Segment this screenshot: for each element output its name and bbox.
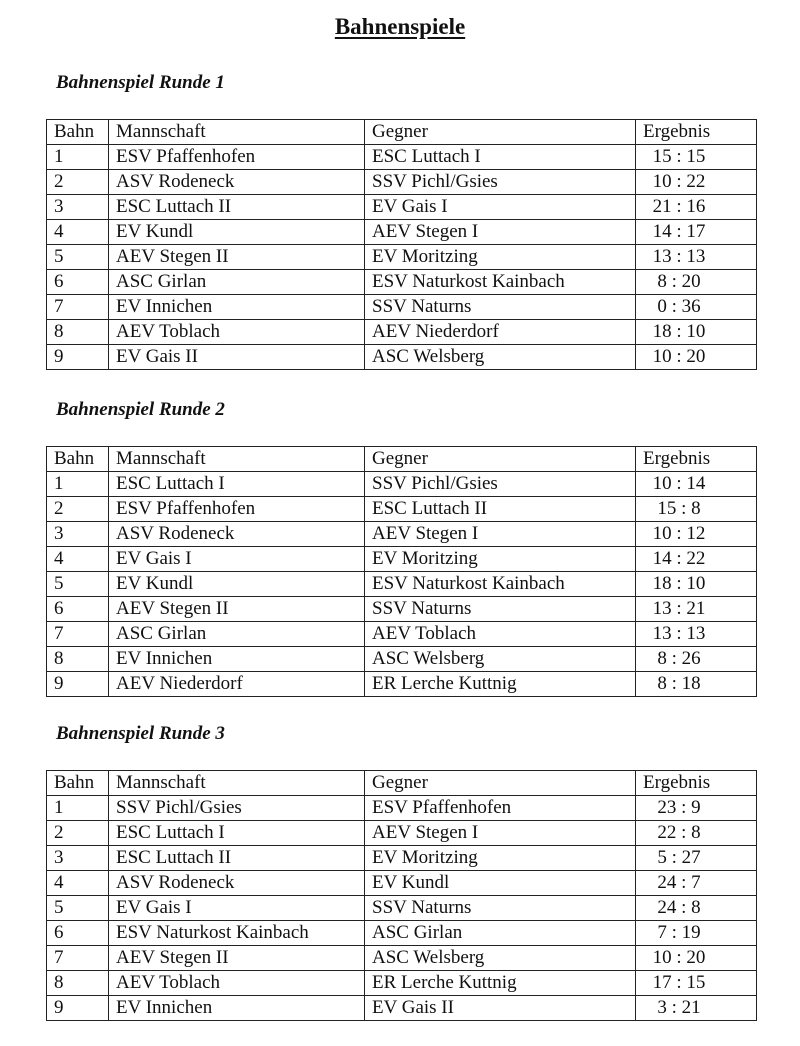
result-cell <box>636 170 757 195</box>
result-value: 23 : 9 <box>657 797 701 818</box>
opponent-cell: ASC Girlan <box>365 921 636 946</box>
result-cell <box>636 647 757 672</box>
table-row <box>47 946 757 971</box>
lane-cell: 1 <box>47 472 109 497</box>
lane-cell: 7 <box>47 622 109 647</box>
result-value: 18 : 10 <box>652 321 706 342</box>
round-2-heading: Bahnenspiel Runde 2 <box>56 399 225 420</box>
result-value: 8 : 20 <box>657 271 701 292</box>
opponent-cell: AEV Toblach <box>365 622 636 647</box>
result-value: 18 : 10 <box>652 573 706 594</box>
result-cell <box>636 796 757 821</box>
table-row <box>47 145 757 170</box>
team-cell: ASC Girlan <box>109 270 365 295</box>
column-header-opponent: Gegner <box>365 447 636 472</box>
lane-cell: 9 <box>47 996 109 1021</box>
lane-cell: 4 <box>47 547 109 572</box>
lane-cell: 3 <box>47 846 109 871</box>
result-value: 13 : 21 <box>652 598 706 619</box>
result-value: 8 : 26 <box>657 648 701 669</box>
opponent-cell: ASC Welsberg <box>365 946 636 971</box>
result-cell <box>636 145 757 170</box>
opponent-cell: ESV Naturkost Kainbach <box>365 572 636 597</box>
lane-cell: 5 <box>47 896 109 921</box>
lane-cell: 8 <box>47 647 109 672</box>
result-cell <box>636 921 757 946</box>
result-value: 5 : 27 <box>657 847 701 868</box>
column-header-team: Mannschaft <box>109 447 365 472</box>
result-cell <box>636 996 757 1021</box>
result-cell <box>636 572 757 597</box>
column-header-opponent: Gegner <box>365 771 636 796</box>
opponent-cell: EV Moritzing <box>365 846 636 871</box>
table-row <box>47 220 757 245</box>
opponent-cell: ESC Luttach I <box>365 145 636 170</box>
result-value: 17 : 15 <box>652 972 706 993</box>
table-row <box>47 921 757 946</box>
team-cell: ASV Rodeneck <box>109 170 365 195</box>
result-value: 0 : 36 <box>657 296 701 317</box>
lane-cell: 8 <box>47 971 109 996</box>
result-value: 21 : 16 <box>652 196 706 217</box>
table-row <box>47 871 757 896</box>
result-value: 13 : 13 <box>652 623 706 644</box>
opponent-cell: ASC Welsberg <box>365 647 636 672</box>
opponent-cell: ASC Welsberg <box>365 345 636 370</box>
team-cell: EV Gais I <box>109 547 365 572</box>
lane-cell: 3 <box>47 195 109 220</box>
result-cell <box>636 672 757 697</box>
column-header-opponent: Gegner <box>365 120 636 145</box>
team-cell: AEV Stegen II <box>109 597 365 622</box>
lane-cell: 6 <box>47 597 109 622</box>
result-cell <box>636 295 757 320</box>
team-cell: ESC Luttach I <box>109 821 365 846</box>
result-cell <box>636 497 757 522</box>
result-value: 14 : 17 <box>652 221 706 242</box>
opponent-cell: ESC Luttach II <box>365 497 636 522</box>
opponent-cell: AEV Niederdorf <box>365 320 636 345</box>
opponent-cell: SSV Pichl/Gsies <box>365 472 636 497</box>
opponent-cell: AEV Stegen I <box>365 821 636 846</box>
team-cell: AEV Stegen II <box>109 245 365 270</box>
team-cell: ESV Pfaffenhofen <box>109 145 365 170</box>
team-cell: ASV Rodeneck <box>109 871 365 896</box>
team-cell: AEV Toblach <box>109 971 365 996</box>
lane-cell: 5 <box>47 572 109 597</box>
opponent-cell: EV Kundl <box>365 871 636 896</box>
table-header-row <box>47 771 757 796</box>
opponent-cell: EV Moritzing <box>365 245 636 270</box>
table-row <box>47 320 757 345</box>
lane-cell: 7 <box>47 295 109 320</box>
column-header-lane: Bahn <box>47 447 109 472</box>
opponent-cell: EV Moritzing <box>365 547 636 572</box>
result-value: 24 : 8 <box>657 897 701 918</box>
table-row <box>47 270 757 295</box>
opponent-cell: ESV Pfaffenhofen <box>365 796 636 821</box>
team-cell: EV Kundl <box>109 220 365 245</box>
team-cell: AEV Niederdorf <box>109 672 365 697</box>
team-cell: AEV Stegen II <box>109 946 365 971</box>
opponent-cell: EV Gais I <box>365 195 636 220</box>
table-row <box>47 672 757 697</box>
lane-cell: 4 <box>47 220 109 245</box>
result-value: 10 : 22 <box>652 171 706 192</box>
team-cell: ESC Luttach I <box>109 472 365 497</box>
result-value: 10 : 14 <box>652 473 706 494</box>
team-cell: ESV Pfaffenhofen <box>109 497 365 522</box>
result-cell <box>636 597 757 622</box>
column-header-result: Ergebnis <box>636 447 757 472</box>
table-row <box>47 846 757 871</box>
table-row <box>47 996 757 1021</box>
table-row <box>47 170 757 195</box>
result-value: 14 : 22 <box>652 548 706 569</box>
result-cell <box>636 946 757 971</box>
opponent-cell: SSV Pichl/Gsies <box>365 170 636 195</box>
result-value: 10 : 20 <box>652 346 706 367</box>
table-row <box>47 821 757 846</box>
lane-cell: 3 <box>47 522 109 547</box>
table-header-row <box>47 447 757 472</box>
table-row <box>47 622 757 647</box>
lane-cell: 8 <box>47 320 109 345</box>
opponent-cell: ESV Naturkost Kainbach <box>365 270 636 295</box>
lane-cell: 2 <box>47 497 109 522</box>
opponent-cell: AEV Stegen I <box>365 220 636 245</box>
table-row <box>47 971 757 996</box>
column-header-result: Ergebnis <box>636 120 757 145</box>
result-value: 10 : 20 <box>652 947 706 968</box>
result-cell <box>636 547 757 572</box>
table-row <box>47 522 757 547</box>
opponent-cell: ER Lerche Kuttnig <box>365 971 636 996</box>
result-value: 15 : 15 <box>652 146 706 167</box>
lane-cell: 9 <box>47 345 109 370</box>
lane-cell: 6 <box>47 921 109 946</box>
result-value: 13 : 13 <box>652 246 706 267</box>
lane-cell: 2 <box>47 821 109 846</box>
result-value: 8 : 18 <box>657 673 701 694</box>
team-cell: ASV Rodeneck <box>109 522 365 547</box>
table-row <box>47 572 757 597</box>
column-header-team: Mannschaft <box>109 120 365 145</box>
result-cell <box>636 472 757 497</box>
result-value: 24 : 7 <box>657 872 701 893</box>
lane-cell: 6 <box>47 270 109 295</box>
team-cell: ESC Luttach II <box>109 195 365 220</box>
team-cell: EV Innichen <box>109 647 365 672</box>
table-row <box>47 195 757 220</box>
result-cell <box>636 220 757 245</box>
result-cell <box>636 270 757 295</box>
result-cell <box>636 846 757 871</box>
table-row <box>47 497 757 522</box>
table-row <box>47 245 757 270</box>
team-cell: EV Innichen <box>109 996 365 1021</box>
column-header-lane: Bahn <box>47 771 109 796</box>
round-1-table <box>46 119 757 370</box>
team-cell: ASC Girlan <box>109 622 365 647</box>
team-cell: SSV Pichl/Gsies <box>109 796 365 821</box>
table-row <box>47 597 757 622</box>
result-value: 3 : 21 <box>657 997 701 1018</box>
column-header-result: Ergebnis <box>636 771 757 796</box>
result-cell <box>636 345 757 370</box>
lane-cell: 7 <box>47 946 109 971</box>
result-value: 10 : 12 <box>652 523 706 544</box>
lane-cell: 9 <box>47 672 109 697</box>
page-title: Bahnenspiele <box>334 14 466 39</box>
result-cell <box>636 821 757 846</box>
table-row <box>47 647 757 672</box>
result-cell <box>636 245 757 270</box>
round-3-heading: Bahnenspiel Runde 3 <box>56 723 225 744</box>
round-3-table <box>46 770 757 1021</box>
table-row <box>47 345 757 370</box>
opponent-cell: SSV Naturns <box>365 896 636 921</box>
lane-cell: 2 <box>47 170 109 195</box>
table-header-row <box>47 120 757 145</box>
opponent-cell: ER Lerche Kuttnig <box>365 672 636 697</box>
team-cell: EV Innichen <box>109 295 365 320</box>
opponent-cell: SSV Naturns <box>365 295 636 320</box>
column-header-lane: Bahn <box>47 120 109 145</box>
result-value: 22 : 8 <box>657 822 701 843</box>
round-2-table <box>46 446 757 697</box>
result-cell <box>636 320 757 345</box>
result-cell <box>636 871 757 896</box>
result-cell <box>636 195 757 220</box>
team-cell: EV Gais II <box>109 345 365 370</box>
team-cell: AEV Toblach <box>109 320 365 345</box>
table-row <box>47 547 757 572</box>
opponent-cell: SSV Naturns <box>365 597 636 622</box>
result-cell <box>636 896 757 921</box>
round-1-heading: Bahnenspiel Runde 1 <box>56 72 225 93</box>
table-row <box>47 472 757 497</box>
lane-cell: 5 <box>47 245 109 270</box>
table-row <box>47 796 757 821</box>
column-header-team: Mannschaft <box>109 771 365 796</box>
team-cell: ESV Naturkost Kainbach <box>109 921 365 946</box>
result-cell <box>636 622 757 647</box>
table-row <box>47 295 757 320</box>
team-cell: ESC Luttach II <box>109 846 365 871</box>
result-value: 7 : 19 <box>657 922 701 943</box>
lane-cell: 1 <box>47 145 109 170</box>
team-cell: EV Kundl <box>109 572 365 597</box>
lane-cell: 1 <box>47 796 109 821</box>
opponent-cell: AEV Stegen I <box>365 522 636 547</box>
result-cell <box>636 971 757 996</box>
team-cell: EV Gais I <box>109 896 365 921</box>
opponent-cell: EV Gais II <box>365 996 636 1021</box>
result-value: 15 : 8 <box>657 498 701 519</box>
table-row <box>47 896 757 921</box>
lane-cell: 4 <box>47 871 109 896</box>
result-cell <box>636 522 757 547</box>
